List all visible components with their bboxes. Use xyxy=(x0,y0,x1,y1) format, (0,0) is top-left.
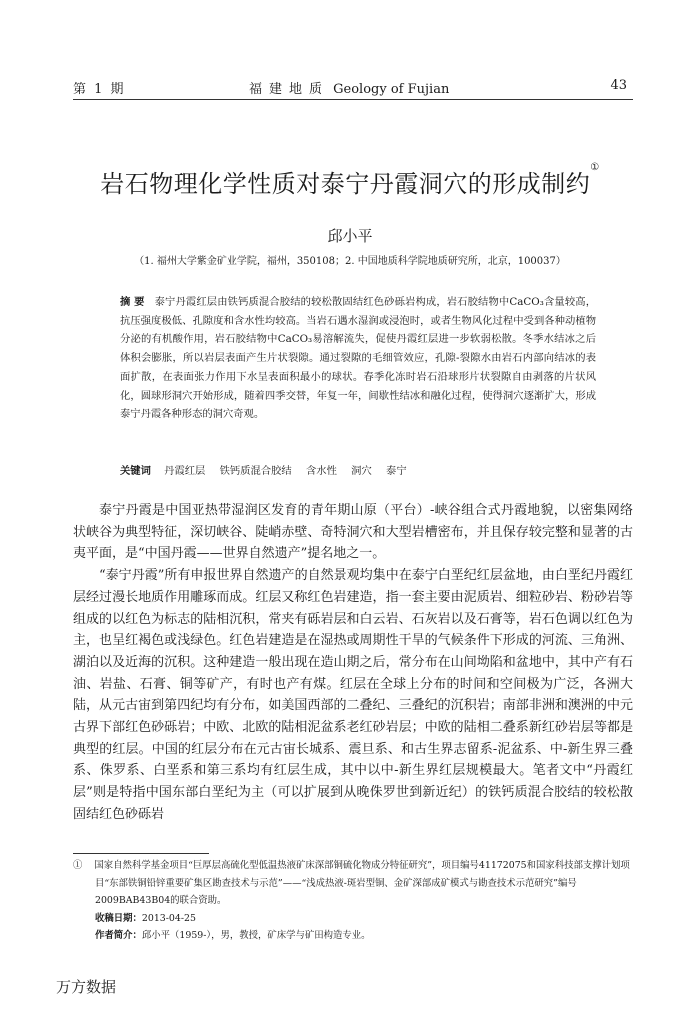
footnote-divider xyxy=(73,853,209,854)
issue-number: 第 1 期 xyxy=(73,82,126,97)
source-watermark: 万方数据 xyxy=(56,978,117,996)
journal-name xyxy=(249,78,449,97)
abstract-text: 泰宁丹霞红层由铁钙质混合胶结的较松散固结红色砂砾岩构成，岩石胶结物中CaCO₃含量较高，抗压强度极低、孔隙度和含水性均较高。当岩石遇水湿润或浸泡时，或者生物风化过程中受到各种动植物分泌的有机酸作用，岩石胶结物中CaCO₃易溶解流失，促使丹霞红层进一步软弱松散。冬季水结冰之后体积会膨胀，所以岩层表面产生片状裂隙。通过裂隙的毛细管效应，孔隙-裂隙水由岩石内部向结冰的表面扩散，在表面张力作用下水呈表面积最小的球状。春季化冻时岩石沿球形片状裂隙自由剥落的片状风化，圆球形洞穴开始形成，随着四季交替，年复一年，间歇性结冰和融化过程，使得洞穴逐渐扩大，形成泰宁丹霞各种形态的洞穴奇观。 xyxy=(120,296,596,421)
article-title xyxy=(60,164,640,199)
page-number: 43 xyxy=(610,78,627,93)
funding-text: 国家自然科学基金项目“巨厚层高硫化型低温热液矿床深部铜硫化物成分特征研究”，项目编号41172075和国家科技部支撑计划项目“东部铁铜铅锌重要矿集区勘查技术与示范”——“浅成热液-斑岩型铜、金矿深部成矿模式与勘查技术示范研究”编号2009BAB43B04的联合资助。 xyxy=(94,860,630,906)
body-text xyxy=(73,500,633,826)
title-footnote-mark[interactable]: ① xyxy=(590,162,600,173)
article-title-text: 岩石物理化学性质对泰宁丹霞洞穴的形成制约 xyxy=(100,170,591,198)
received-date: 2013-04-25 xyxy=(141,912,196,924)
author-bio: 邱小平（1959-），男，教授，矿床学与矿田构造专业。 xyxy=(141,930,371,941)
funding-footnote xyxy=(73,857,633,910)
body-paragraph: 泰宁丹霞是中国亚热带湿润区发育的青年期山原（平台）-峡谷组合式丹霞地貌，以密集网络状峡谷为典型特征，深切峡谷、陡峭赤壁、奇特洞穴和大型岩槽密布，并且保存较完整和显著的古夷平面，是“中国丹霞——世界自然遗产”提名地之一。 xyxy=(73,503,633,562)
running-header xyxy=(73,78,633,98)
author-bio-label: 作者简介： xyxy=(95,930,142,941)
keywords-label: 关键词 xyxy=(120,465,151,477)
footnotes xyxy=(73,857,633,945)
author-affiliation: （1. 福州大学紫金矿业学院，福州，350108；2. 中国地质科学院地质研究所，北京，100037） xyxy=(134,256,566,267)
received-date-label: 收稿日期： xyxy=(95,912,142,924)
abstract xyxy=(120,293,596,424)
keyword: 含水性 xyxy=(306,465,337,477)
author-bio-line xyxy=(73,927,633,945)
author-name: 邱小平 xyxy=(327,227,373,245)
keyword: 洞穴 xyxy=(351,465,372,477)
body-paragraph: “泰宁丹霞”所有申报世界自然遗产的自然景观均集中在泰宁白垩纪红层盆地，由白垩纪丹霞红层经过漫长地质作用雕琢而成。红层又称红色岩建造，指一套主要由泥质岩、细粒砂岩、粉砂岩等组成的以红色为标志的陆相沉积，常夹有砾岩层和白云岩、石灰岩以及石膏等，岩石色调以红色为主，也呈红褐色或浅绿色。红色岩建造是在湿热或周期性干旱的气候条件下形成的河流、三角洲、湖泊以及近海的沉积。这种建造一般出现在造山期之后，常分布在山间坳陷和盆地中，其中产有石油、岩盐、石膏、铜等矿产，有时也产有煤。红层在全球上分布的时间和空间极为广泛，各洲大陆，从元古宙到第四纪均有分布，如美国西部的二叠纪、三叠纪的沉积岩；南部非洲和澳洲的中元古界下部红色砂砾岩；中欧、北欧的陆相泥盆系老红砂岩层；中欧的陆相二叠系新红砂岩层等都是典型的红层。中国的红层分布在元古宙长城系、震旦系、和古生界志留系-泥盆系、中-新生界三叠系、侏罗系、白垩系和第三系均有红层生成，其中以中-新生界红层规模最大。笔者文中“丹霞红层”则是特指中国东部白垩纪为主（可以扩展到从晚侏罗世到新近纪）的铁钙质混合胶结的较松散固结红色砂砾岩 xyxy=(73,568,633,822)
keywords xyxy=(120,462,596,477)
keyword: 丹霞红层 xyxy=(164,465,206,477)
journal-name-en: Geology of Fujian xyxy=(333,82,450,97)
footnote-mark: ① xyxy=(73,860,83,871)
keyword: 泰宁 xyxy=(386,465,407,477)
keyword: 铁钙质混合胶结 xyxy=(219,465,292,477)
header-divider xyxy=(73,99,633,100)
abstract-label: 摘 要 xyxy=(120,296,145,308)
received-date-line xyxy=(73,910,633,928)
journal-name-cn: 福建地质 xyxy=(249,82,330,97)
